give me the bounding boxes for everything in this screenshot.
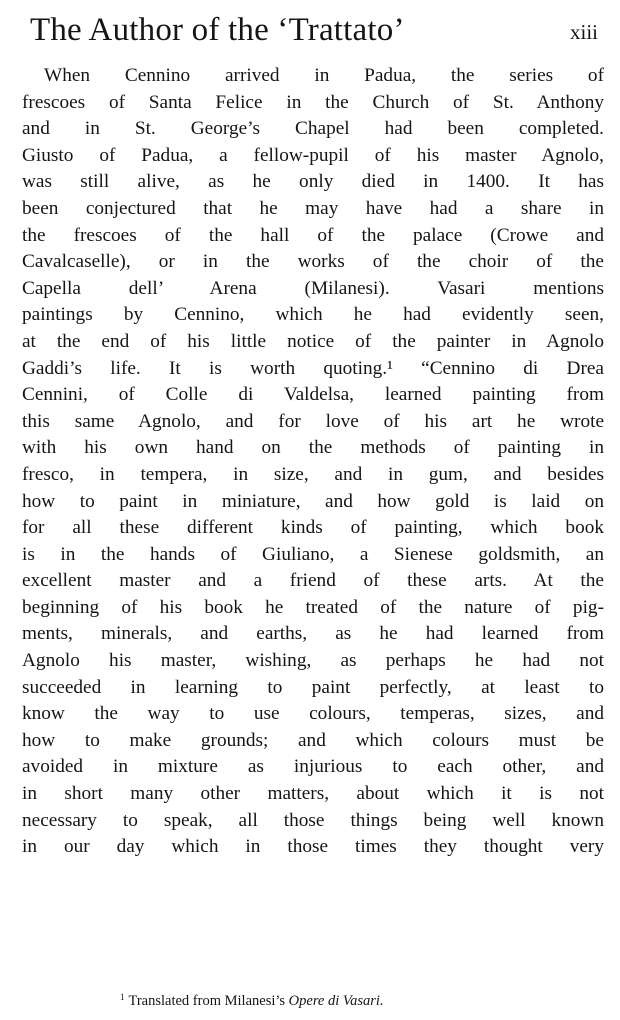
text-line: When Cennino arrived in Padua, the series of bbox=[44, 65, 604, 86]
text-line: been conjectured that he may have had a share in bbox=[22, 197, 604, 219]
text-line: is in the hands of Giuliano, a Sienese goldsmith, an bbox=[22, 543, 604, 565]
footnote-text: Translated from Milanesi’s bbox=[128, 993, 286, 1009]
footnote-work-title: Opere di Vasari. bbox=[288, 993, 384, 1009]
text-line: Cennini, of Colle di Valdelsa, learned painting from bbox=[22, 384, 604, 406]
body-text bbox=[22, 63, 604, 861]
text-line: fresco, in tempera, in size, and in gum, and besides bbox=[22, 463, 604, 485]
footnote bbox=[120, 986, 384, 1012]
footnote-marker: 1 bbox=[120, 992, 125, 1002]
text-line: Gaddi’s life. It is worth quoting.¹ “Cennino di Drea bbox=[22, 357, 604, 379]
text-line: with his own hand on the methods of painting in bbox=[22, 437, 604, 459]
text-line: beginning of his book he treated of the nature of pig- bbox=[22, 596, 604, 618]
text-line: and in St. George’s Chapel had been completed. bbox=[22, 118, 604, 140]
text-line: necessary to speak, all those things being well known bbox=[22, 809, 604, 831]
text-line: was still alive, as he only died in 1400. It has bbox=[22, 171, 604, 193]
text-line: Giusto of Padua, a fellow-pupil of his master Agnolo, bbox=[22, 144, 604, 166]
text-line: the frescoes of the hall of the palace (Crowe and bbox=[22, 224, 604, 246]
text-line: how to paint in miniature, and how gold is laid on bbox=[22, 490, 604, 512]
text-line: this same Agnolo, and for love of his art he wrote bbox=[22, 410, 604, 432]
running-header bbox=[30, 8, 598, 52]
text-line: ments, minerals, and earths, as he had learned from bbox=[22, 623, 604, 645]
text-line: frescoes of Santa Felice in the Church of St. Anthony bbox=[22, 91, 604, 113]
text-line: Capella dell’ Arena (Milanesi). Vasari mentions bbox=[22, 277, 604, 299]
text-line: Cavalcaselle), or in the works of the choir of the bbox=[22, 251, 604, 273]
text-line: know the way to use colours, temperas, sizes, and bbox=[22, 703, 604, 725]
text-line: paintings by Cennino, which he had evidently seen, bbox=[22, 304, 604, 326]
text-line: how to make grounds; and which colours must be bbox=[22, 729, 604, 751]
text-line: excellent master and a friend of these arts. At the bbox=[22, 570, 604, 592]
text-line: in our day which in those times they thought very bbox=[22, 836, 604, 858]
text-line: avoided in mixture as injurious to each other, and bbox=[22, 756, 604, 778]
text-line: at the end of his little notice of the painter in Agnolo bbox=[22, 330, 604, 352]
text-line: Agnolo his master, wishing, as perhaps he had not bbox=[22, 650, 604, 672]
text-line: in short many other matters, about which it is not bbox=[22, 783, 604, 805]
running-title: The Author of the ‘Trattato’ bbox=[30, 12, 405, 48]
text-line: for all these different kinds of painting, which book bbox=[22, 517, 604, 539]
text-line: succeeded in learning to paint perfectly, at least to bbox=[22, 676, 604, 698]
page-number: xiii bbox=[569, 20, 598, 44]
